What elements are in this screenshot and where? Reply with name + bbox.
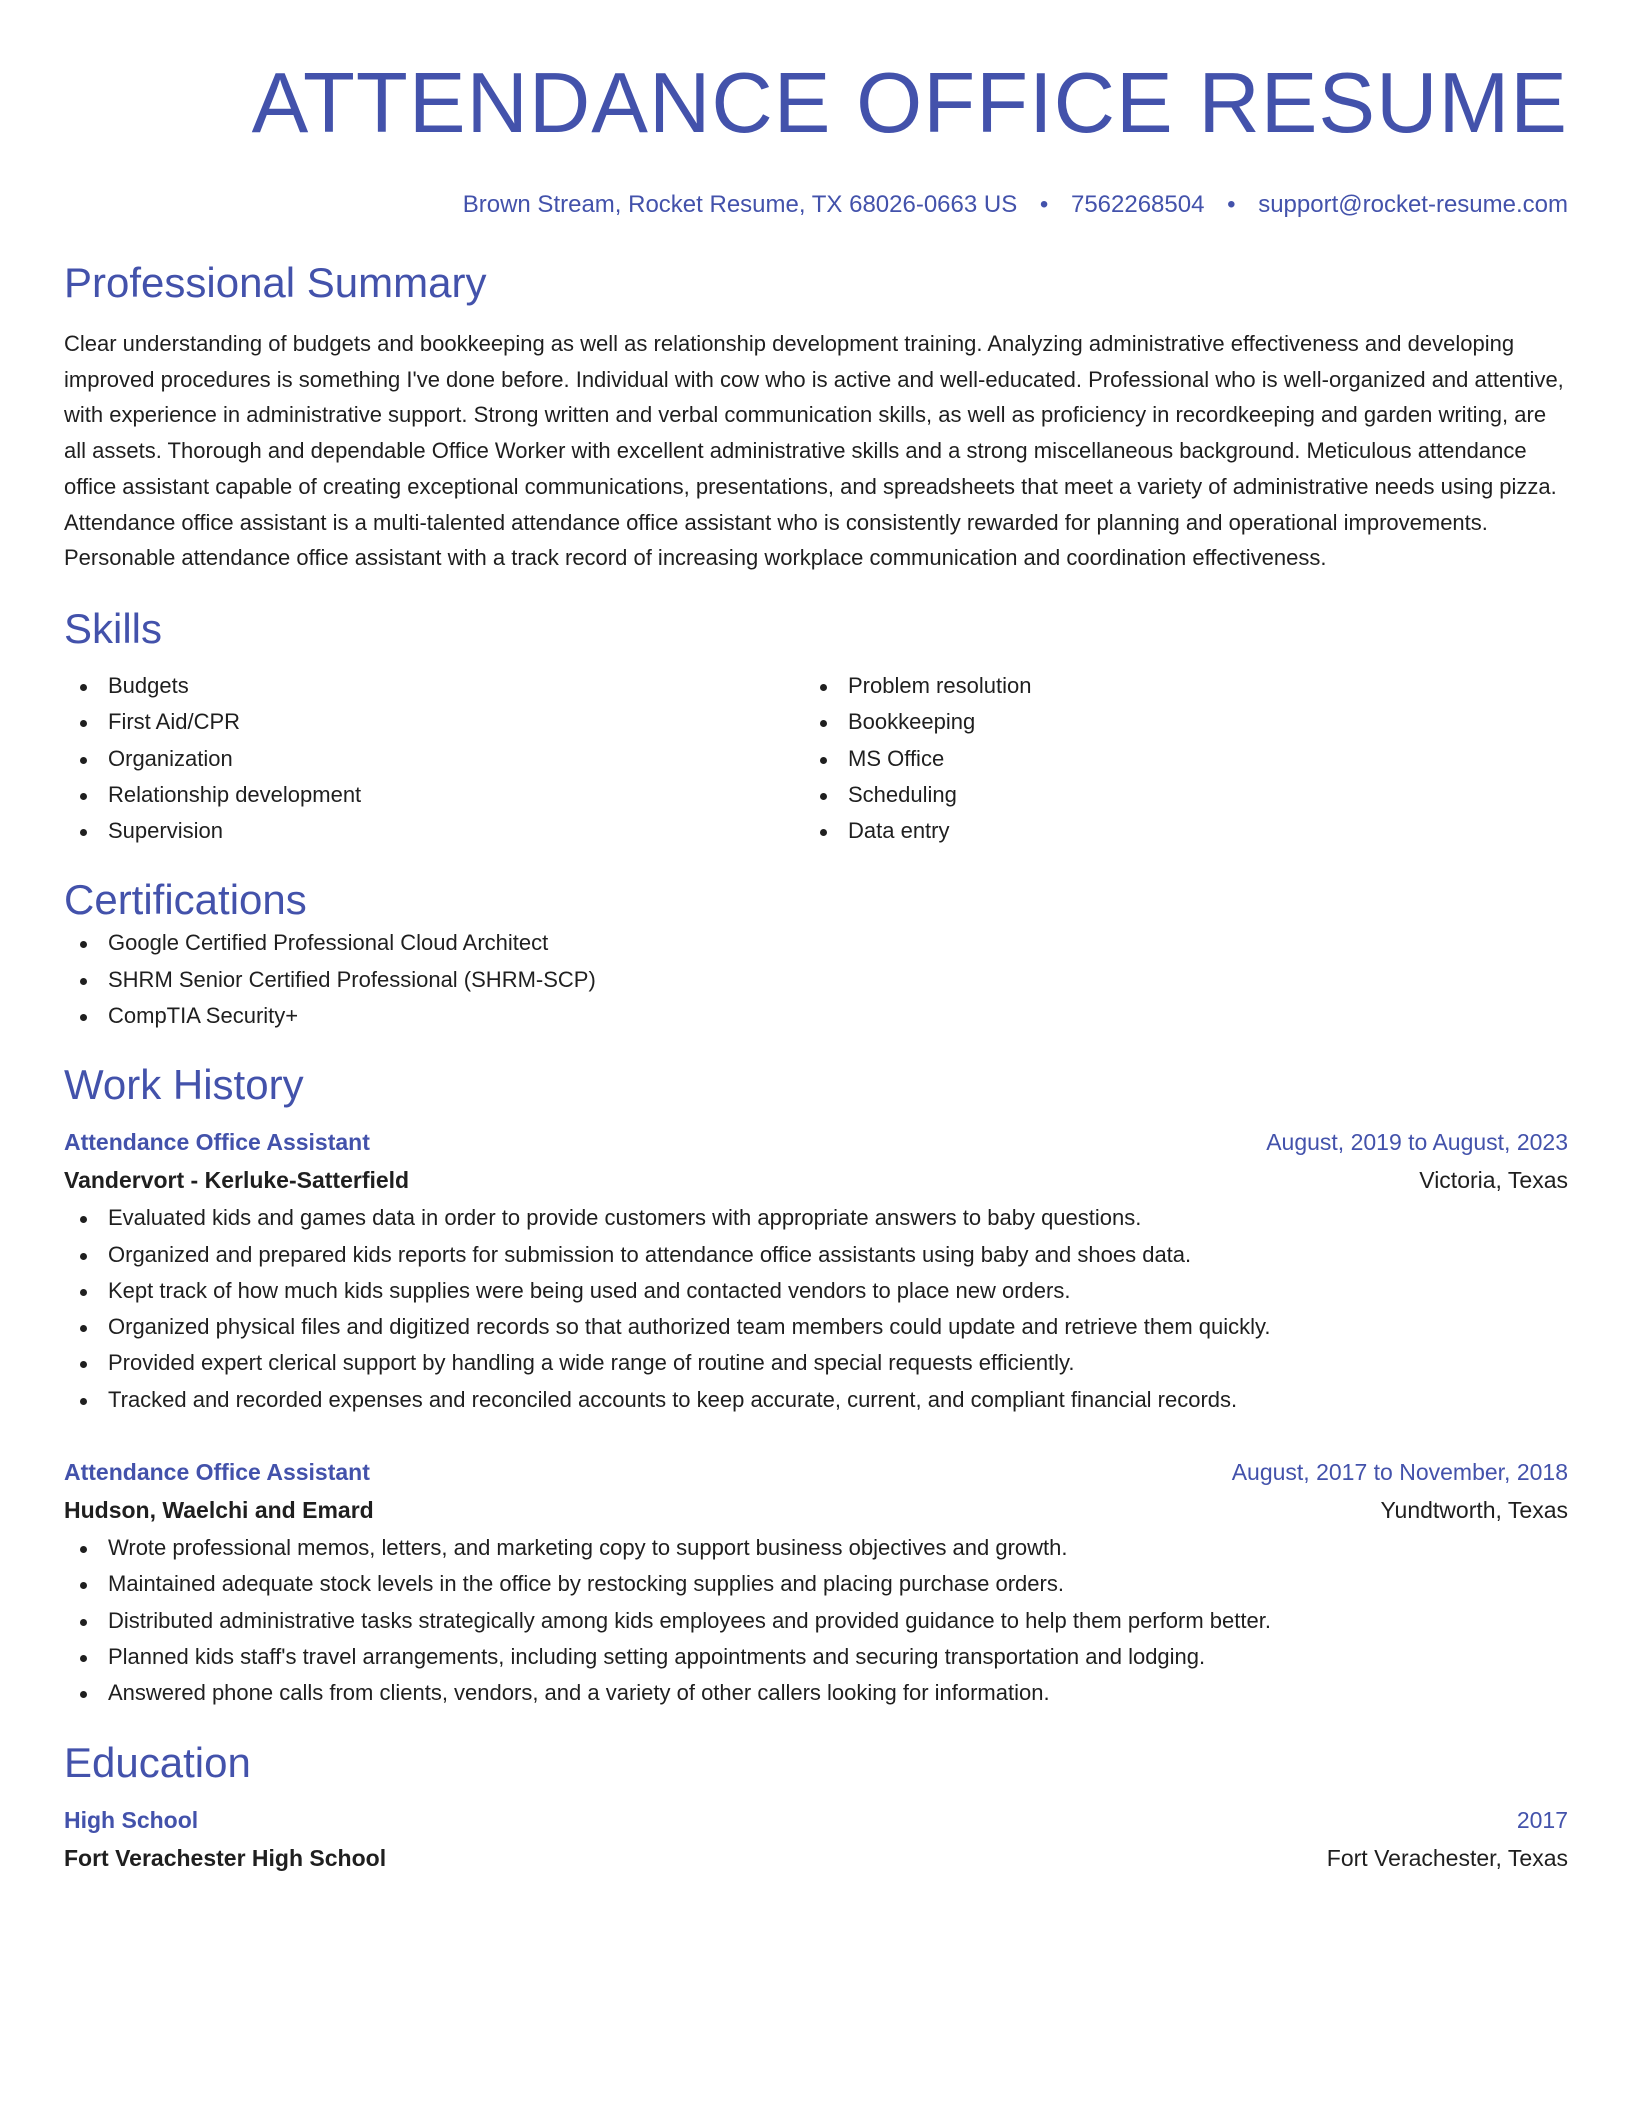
education-header-row bbox=[64, 1802, 1568, 1838]
job-location: Yundtworth, Texas bbox=[1380, 1497, 1568, 1524]
education-section bbox=[64, 1738, 1568, 1878]
job-duty-item: Organized and prepared kids reports for submission to attendance office assistants using baby and shoes data. bbox=[64, 1237, 1568, 1273]
job-header-row bbox=[64, 1454, 1568, 1490]
contact-separator: • bbox=[1227, 191, 1236, 218]
education-degree: High School bbox=[64, 1806, 199, 1833]
job-duties-list bbox=[64, 1200, 1568, 1418]
resume-header bbox=[64, 56, 1568, 220]
contact-line bbox=[64, 190, 1568, 220]
job-duty-item: Provided expert clerical support by handling a wide range of routine and special requests efficiently. bbox=[64, 1345, 1568, 1381]
job-entry bbox=[64, 1124, 1568, 1418]
job-duty-item: Distributed administrative tasks strategically among kids employees and provided guidance to help them perform better. bbox=[64, 1603, 1568, 1639]
contact-separator: • bbox=[1039, 191, 1049, 218]
skill-item: Organization bbox=[64, 741, 804, 777]
resume-title: ATTENDANCE OFFICE RESUME bbox=[251, 56, 1568, 151]
certifications-section bbox=[64, 875, 1568, 1034]
education-school: Fort Verachester High School bbox=[64, 1844, 387, 1871]
contact-address: Brown Stream, Rocket Resume, TX 68026-0663 US bbox=[462, 191, 1018, 218]
job-dates: August, 2019 to August, 2023 bbox=[1266, 1129, 1568, 1156]
job-duty-item: Kept track of how much kids supplies were being used and contacted vendors to place new orders. bbox=[64, 1273, 1568, 1309]
skill-item: Data entry bbox=[804, 813, 1544, 849]
skills-list-left bbox=[64, 668, 804, 849]
job-employer: Vandervort - Kerluke-Satterfield bbox=[64, 1167, 410, 1194]
job-dates: August, 2017 to November, 2018 bbox=[1231, 1459, 1568, 1486]
job-title: Attendance Office Assistant bbox=[64, 1129, 370, 1156]
skill-item: Bookkeeping bbox=[804, 704, 1544, 740]
job-employer-row bbox=[64, 1160, 1568, 1200]
skill-item: Supervision bbox=[64, 813, 804, 849]
summary-section bbox=[64, 258, 1568, 576]
certification-item: CompTIA Security+ bbox=[64, 998, 1568, 1034]
contact-email[interactable]: support@rocket-resume.com bbox=[1258, 191, 1568, 218]
skills-list-right bbox=[804, 668, 1544, 849]
job-employer-row bbox=[64, 1490, 1568, 1530]
certification-item: Google Certified Professional Cloud Architect bbox=[64, 925, 1568, 961]
skill-item: Problem resolution bbox=[804, 668, 1544, 704]
job-employer: Hudson, Waelchi and Emard bbox=[64, 1497, 374, 1524]
job-duty-item: Maintained adequate stock levels in the office by restocking supplies and placing purchase orders. bbox=[64, 1566, 1568, 1602]
job-header-row bbox=[64, 1124, 1568, 1160]
job-duty-item: Wrote professional memos, letters, and marketing copy to support business objectives and growth. bbox=[64, 1530, 1568, 1566]
skill-item: First Aid/CPR bbox=[64, 704, 804, 740]
section-heading-certifications: Certifications bbox=[64, 876, 307, 924]
section-heading-skills: Skills bbox=[64, 604, 163, 652]
skill-item: MS Office bbox=[804, 741, 1544, 777]
skill-item: Relationship development bbox=[64, 777, 804, 813]
job-duty-item: Evaluated kids and games data in order to provide customers with appropriate answers to baby questions. bbox=[64, 1200, 1568, 1236]
education-school-row bbox=[64, 1838, 1568, 1878]
job-duty-item: Answered phone calls from clients, vendors, and a variety of other callers looking for information. bbox=[64, 1675, 1568, 1711]
certification-item: SHRM Senior Certified Professional (SHRM-SCP) bbox=[64, 962, 1568, 998]
job-entry bbox=[64, 1454, 1568, 1711]
contact-phone: 7562268504 bbox=[1070, 191, 1205, 218]
job-location: Victoria, Texas bbox=[1419, 1167, 1568, 1194]
job-duty-item: Organized physical files and digitized records so that authorized team members could update and retrieve them quickly. bbox=[64, 1309, 1568, 1345]
section-heading-education: Education bbox=[64, 1738, 251, 1786]
education-location: Fort Verachester, Texas bbox=[1326, 1844, 1568, 1871]
work-history-section bbox=[64, 1060, 1568, 1711]
job-duty-item: Tracked and recorded expenses and reconciled accounts to keep accurate, current, and compliant financial records. bbox=[64, 1382, 1568, 1418]
education-year: 2017 bbox=[1516, 1806, 1568, 1833]
section-heading-work-history: Work History bbox=[64, 1061, 304, 1109]
job-title: Attendance Office Assistant bbox=[64, 1459, 370, 1486]
skill-item: Scheduling bbox=[804, 777, 1544, 813]
skill-item: Budgets bbox=[64, 668, 804, 704]
certifications-list bbox=[64, 925, 1568, 1034]
skills-grid bbox=[64, 668, 1568, 849]
education-entry bbox=[64, 1802, 1568, 1878]
job-duties-list bbox=[64, 1530, 1568, 1711]
skills-section bbox=[64, 604, 1568, 849]
section-heading-summary: Professional Summary bbox=[64, 259, 487, 306]
job-duty-item: Planned kids staff's travel arrangements, including setting appointments and securing transportation and lodging. bbox=[64, 1639, 1568, 1675]
summary-paragraph: Clear understanding of budgets and bookkeeping as well as relationship development training. Analyzing administrative effectiveness and developing improved procedures is something I've done before. Individual with cow who is active and well-educated. Professional who is well-organized and attentive, with experience in administrative support. Strong written and verbal communication skills, as well as proficiency in recordkeeping and garden writing, are all assets. Thorough and dependable Office Worker with excellent administrative skills and a strong miscellaneous background. Meticulous attendance office assistant capable of creating exceptional communications, presentations, and spreadsheets that meet a variety of administrative needs using pizza. Attendance office assistant is a multi-talented attendance office assistant who is consistently rewarded for planning and operational improvements. Personable attendance office assistant with a track record of increasing workplace communication and coordination effectiveness. bbox=[64, 331, 1564, 571]
